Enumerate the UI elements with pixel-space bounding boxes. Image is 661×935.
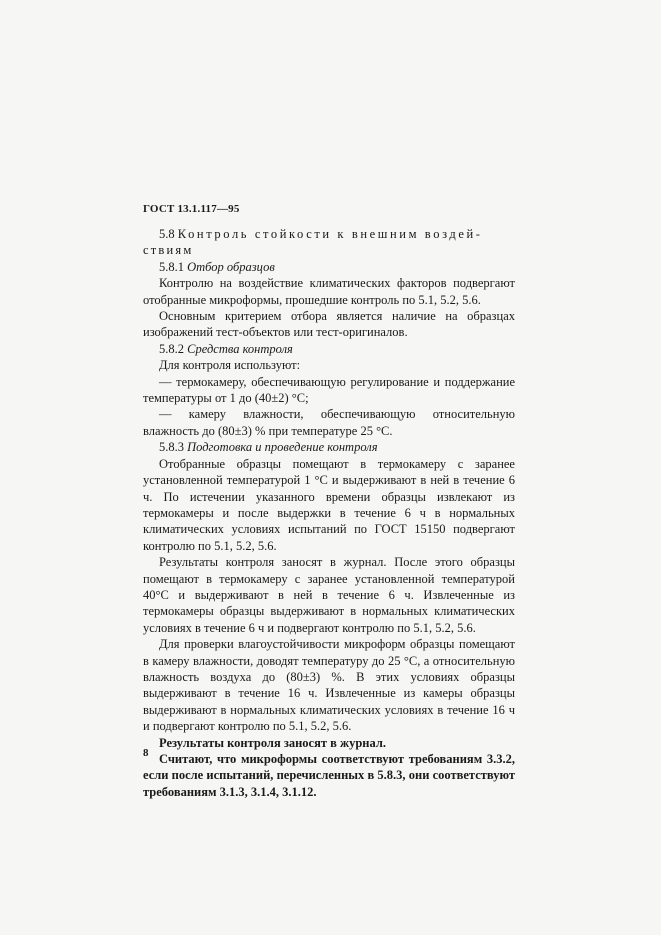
document-body [143,226,515,800]
paragraph-582-1: Для контроля используют: [159,358,301,373]
subsection-title-583: Подготовка и проведение контроля [187,440,378,455]
section-number: 5.8 [159,227,175,241]
subsection-heading-582 [143,341,515,357]
subsection-number-581: 5.8.1 [159,259,184,274]
section-heading-continued [143,242,515,258]
paragraph-583-3: Для проверки влагоустойчивости микроформ образцы помещают в камеру влажности, доводят температуру до 25 °С, а относительную влажность воздуха до (80±3) %. В этих условиях образцы выдерживают в течение 16 ч. Извлеченные из камеры образцы выдерживают в нормальных климатических условиях в течение 16 ч и подвергают контролю по 5.1, 5.2, 5.6. [143,637,515,734]
subsection-number-582: 5.8.2 [159,341,184,356]
subsection-number-583: 5.8.3 [159,440,184,455]
section-title-line2: ствиям [143,243,194,258]
subsection-title-582: Средства контроля [187,341,293,356]
paragraph-581-2: Основным критерием отбора является наличие на образцах изображений тест-объектов или тест-оригиналов. [143,309,515,340]
section-heading [143,226,515,242]
paragraph-581-1: Контролю на воздействие климатических факторов подвергают отобранные микроформы, прошедшие контроль по 5.1, 5.2, 5.6. [143,276,515,307]
paragraph-582-2: — термокамеру, обеспечивающую регулирование и поддержание температуры от 1 до (40±2) °С; [143,374,515,406]
subsection-heading-583 [143,439,515,455]
document-header: ГОСТ 13.1.117—95 [143,203,240,215]
section-title-line1: Контроль стойкости к внешним воздей- [177,227,483,241]
paragraph-583-5: Считают, что микроформы соответствуют требованиям 3.3.2, если после испытаний, перечисленных в 5.8.3, они соответствуют требованиям 3.1.3, 3.1.4, 3.1.12. [143,752,515,799]
paragraph-582-3: — камеру влажности, обеспечивающую относительную влажность до (80±3) % при температуре 25 °С. [143,407,515,438]
subsection-title-581: Отбор образцов [187,259,275,274]
paragraph-583-2: Результаты контроля заносят в журнал. После этого образцы помещают в термокамеру с заранее установленной температурой 40°С и выдерживают в ней в течение 6 ч. Извлеченные из термокамеры образцы выдерживают в нормальных климатических условиях в течение 6 ч и подвергают контролю по 5.1, 5.2, 5.6. [143,555,515,635]
subsection-heading-581 [143,259,515,275]
paragraph-583-4: Результаты контроля заносят в журнал. [159,735,386,750]
page-number: 8 [143,747,149,759]
paragraph-583-1: Отобранные образцы помещают в термокамеру с заранее установленной температурой 1 °С и выдерживают в ней в течение 6 ч. По истечении указанного времени образцы извлекают из термокамеры и после выдержки в течение 6 ч в нормальных климатических условиях испытаний по ГОСТ 15150 подвергают контролю по 5.1, 5.2, 5.6. [143,456,515,553]
